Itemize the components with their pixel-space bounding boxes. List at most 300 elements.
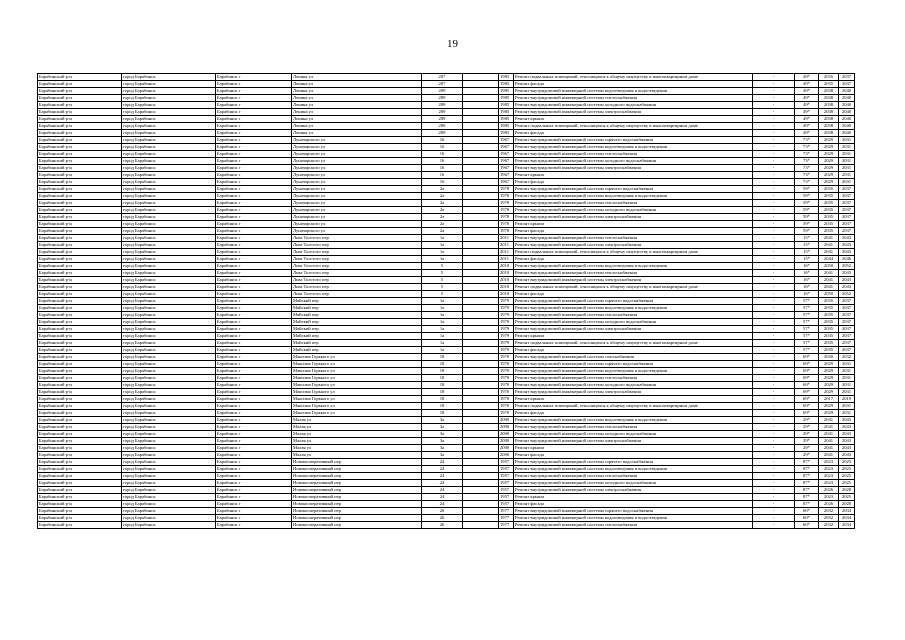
wear-cell: 87* <box>795 494 819 501</box>
build-year-cell: 1978 <box>499 200 514 207</box>
work-type-cell: Ремонт внутридомовой инженерной системы водоотведения и водоотведения <box>514 417 753 424</box>
building-cell <box>463 151 499 158</box>
work-type-cell: Ремонт крыши <box>514 221 753 228</box>
start-year-cell: 2032 <box>819 508 839 515</box>
settlement-cell: Барабинск г <box>216 375 292 382</box>
settlement-cell: Барабинск г <box>216 151 292 158</box>
work-type-cell: Ремонт внутридомовой инженерной системы холодного водоснабжения <box>514 431 753 438</box>
house-number-cell: 3а <box>422 438 463 445</box>
municipality-cell: город Барабинск <box>122 417 216 424</box>
street-cell: Луначарского ул <box>292 172 422 179</box>
build-year-cell: 1967 <box>499 151 514 158</box>
wear-cell: 60* <box>795 508 819 515</box>
start-year-cell: 2041 <box>819 249 839 256</box>
street-cell: Майский пер <box>292 298 422 305</box>
build-year-cell: 1979 <box>499 319 514 326</box>
end-year-cell: 2040 <box>839 116 855 123</box>
dash-cell: - <box>753 130 795 137</box>
start-year-cell: 2029 <box>819 165 839 172</box>
end-year-cell: 2037 <box>839 81 855 88</box>
street-cell: Новокооперативный пер <box>292 501 422 508</box>
building-cell <box>463 501 499 508</box>
settlement-cell: Барабинск г <box>216 130 292 137</box>
start-year-cell: 2029 <box>819 361 839 368</box>
build-year-cell: 2011 <box>499 235 514 242</box>
table-row <box>38 305 855 312</box>
settlement-cell: Барабинск г <box>216 221 292 228</box>
start-year-cell: 2023 <box>819 459 839 466</box>
building-cell <box>463 242 499 249</box>
work-type-cell: Ремонт крыши <box>514 116 753 123</box>
street-cell: Луначарского ул <box>292 186 422 193</box>
settlement-cell: Барабинск г <box>216 263 292 270</box>
wear-cell: 57* <box>795 340 819 347</box>
house-number-cell: 24 <box>422 480 463 487</box>
dash-cell: - <box>753 312 795 319</box>
street-cell: Луначарского ул <box>292 179 422 186</box>
municipality-cell: город Барабинск <box>122 298 216 305</box>
work-type-cell: Ремонт внутридомовой инженерной системы теплоснабжения <box>514 95 753 102</box>
work-type-cell: Ремонт фасада <box>514 347 753 354</box>
start-year-cell: 2050 <box>819 291 839 298</box>
settlement-cell: Барабинск г <box>216 95 292 102</box>
build-year-cell: 2000 <box>499 431 514 438</box>
end-year-cell: 2037 <box>839 214 855 221</box>
start-year-cell: 2029 <box>819 403 839 410</box>
street-cell: Новокооперативный пер <box>292 473 422 480</box>
building-cell <box>463 459 499 466</box>
wear-cell: 29* <box>795 417 819 424</box>
wear-cell: 69* <box>795 396 819 403</box>
start-year-cell: 2023 <box>819 480 839 487</box>
end-year-cell: 2043 <box>839 284 855 291</box>
start-year-cell: 2023 <box>819 466 839 473</box>
end-year-cell: 2040 <box>839 130 855 137</box>
wear-cell: 49* <box>795 130 819 137</box>
work-type-cell: Ремонт фасада <box>514 228 753 235</box>
start-year-cell: 2030 <box>819 354 839 361</box>
start-year-cell: 2041 <box>819 242 839 249</box>
settlement-cell: Барабинск г <box>216 417 292 424</box>
wear-cell: 16* <box>795 277 819 284</box>
work-type-cell: Ремонт внутридомовой инженерной системы теплоснабжения <box>514 424 753 431</box>
area-cell: Барабинский р-н <box>38 326 122 333</box>
wear-cell: 87* <box>795 466 819 473</box>
work-type-cell: Ремонт внутридомовой инженерной системы водоотведения и водоотведения <box>514 263 753 270</box>
building-cell <box>463 137 499 144</box>
start-year-cell: 2050 <box>819 263 839 270</box>
wear-cell: 49* <box>795 88 819 95</box>
build-year-cell: 1977 <box>499 515 514 522</box>
municipality-cell: город Барабинск <box>122 214 216 221</box>
table-row <box>38 382 855 389</box>
build-year-cell: 1957 <box>499 466 514 473</box>
area-cell: Барабинский р-н <box>38 242 122 249</box>
wear-cell: 49* <box>795 95 819 102</box>
start-year-cell: 2044 <box>819 256 839 263</box>
building-cell <box>463 88 499 95</box>
wear-cell: 69* <box>795 410 819 417</box>
end-year-cell: 2043 <box>839 445 855 452</box>
street-cell: Новокооперативный пер <box>292 508 422 515</box>
area-cell: Барабинский р-н <box>38 214 122 221</box>
build-year-cell: 1967 <box>499 158 514 165</box>
end-year-cell: 2037 <box>839 305 855 312</box>
start-year-cell: 2038 <box>819 130 839 137</box>
work-type-cell: Ремонт подвальных помещений, относящихся к общему имуществу в многоквартирном доме <box>514 403 753 410</box>
street-cell: Ленина ул <box>292 81 422 88</box>
municipality-cell: город Барабинск <box>122 494 216 501</box>
work-type-cell: Ремонт внутридомовой инженерной системы электроснабжения <box>514 326 753 333</box>
build-year-cell: 2000 <box>499 424 514 431</box>
street-cell: Новокооперативный пер <box>292 522 422 529</box>
end-year-cell: 2043 <box>839 424 855 431</box>
municipality-cell: город Барабинск <box>122 249 216 256</box>
street-cell: Новокооперативный пер <box>292 459 422 466</box>
end-year-cell: 2037 <box>839 200 855 207</box>
building-cell <box>463 354 499 361</box>
area-cell: Барабинский р-н <box>38 361 122 368</box>
build-year-cell: 1957 <box>499 501 514 508</box>
repair-schedule-table <box>37 73 855 529</box>
table-row <box>38 242 855 249</box>
end-year-cell: 2037 <box>839 221 855 228</box>
end-year-cell: 2043 <box>839 249 855 256</box>
end-year-cell: 2034 <box>839 522 855 529</box>
settlement-cell: Барабинск г <box>216 158 292 165</box>
end-year-cell: 2040 <box>839 88 855 95</box>
wear-cell: 59* <box>795 207 819 214</box>
street-cell: Малая ул <box>292 417 422 424</box>
street-cell: Майский пер <box>292 333 422 340</box>
wear-cell: 29* <box>795 424 819 431</box>
dash-cell: - <box>753 221 795 228</box>
settlement-cell: Барабинск г <box>216 452 292 459</box>
wear-cell: 69* <box>795 382 819 389</box>
area-cell: Барабинский р-н <box>38 312 122 319</box>
settlement-cell: Барабинск г <box>216 361 292 368</box>
building-cell <box>463 123 499 130</box>
building-cell <box>463 74 499 81</box>
dash-cell: - <box>753 270 795 277</box>
dash-cell: - <box>753 445 795 452</box>
settlement-cell: Барабинск г <box>216 494 292 501</box>
building-cell <box>463 179 499 186</box>
table-row <box>38 312 855 319</box>
start-year-cell: 2035 <box>819 193 839 200</box>
street-cell: Луначарского ул <box>292 228 422 235</box>
work-type-cell: Ремонт подвальных помещений, относящихся к общему имуществу в многоквартирном доме <box>514 340 753 347</box>
table-row <box>38 193 855 200</box>
start-year-cell: 2035 <box>819 347 839 354</box>
work-type-cell: Ремонт фасада <box>514 256 753 263</box>
settlement-cell: Барабинск г <box>216 81 292 88</box>
build-year-cell: 1978 <box>499 207 514 214</box>
building-cell <box>463 417 499 424</box>
table-row <box>38 487 855 494</box>
wear-cell: 87* <box>795 487 819 494</box>
build-year-cell: 1970 <box>499 375 514 382</box>
municipality-cell: город Барабинск <box>122 508 216 515</box>
area-cell: Барабинский р-н <box>38 375 122 382</box>
work-type-cell: Ремонт фасада <box>514 410 753 417</box>
table-row <box>38 333 855 340</box>
building-cell <box>463 473 499 480</box>
building-cell <box>463 480 499 487</box>
build-year-cell: 2000 <box>499 452 514 459</box>
building-cell <box>463 277 499 284</box>
build-year-cell: 1979 <box>499 340 514 347</box>
table-row <box>38 81 855 88</box>
end-year-cell: 2043 <box>839 235 855 242</box>
building-cell <box>463 445 499 452</box>
end-year-cell: 2025 <box>839 473 855 480</box>
building-cell <box>463 368 499 375</box>
street-cell: Максима Горького ул <box>292 382 422 389</box>
street-cell: Майский пер <box>292 347 422 354</box>
build-year-cell: 2011 <box>499 242 514 249</box>
wear-cell: 59* <box>795 200 819 207</box>
table-row <box>38 508 855 515</box>
settlement-cell: Барабинск г <box>216 88 292 95</box>
table-row <box>38 501 855 508</box>
start-year-cell: 2035 <box>819 312 839 319</box>
street-cell: Льва Толстого пер <box>292 242 422 249</box>
work-type-cell: Ремонт подвальных помещений, относящихся к общему имуществу в многоквартирном доме <box>514 284 753 291</box>
table-row <box>38 452 855 459</box>
end-year-cell: 2040 <box>839 102 855 109</box>
municipality-cell: город Барабинск <box>122 109 216 116</box>
wear-cell: 59* <box>795 193 819 200</box>
settlement-cell: Барабинск г <box>216 431 292 438</box>
build-year-cell: 2011 <box>499 256 514 263</box>
area-cell: Барабинский р-н <box>38 123 122 130</box>
build-year-cell: 1967 <box>499 179 514 186</box>
settlement-cell: Барабинск г <box>216 228 292 235</box>
dash-cell: - <box>753 522 795 529</box>
municipality-cell: город Барабинск <box>122 459 216 466</box>
end-year-cell: 2037 <box>839 193 855 200</box>
street-cell: Льва Толстого пер <box>292 270 422 277</box>
house-number-cell: 1а <box>422 249 463 256</box>
building-cell <box>463 319 499 326</box>
house-number-cell: 26 <box>422 522 463 529</box>
settlement-cell: Барабинск г <box>216 424 292 431</box>
start-year-cell: 2038 <box>819 95 839 102</box>
work-type-cell: Ремонт крыши <box>514 494 753 501</box>
table-row <box>38 389 855 396</box>
building-cell <box>463 235 499 242</box>
wear-cell: 60* <box>795 515 819 522</box>
dash-cell: - <box>753 515 795 522</box>
municipality-cell: город Барабинск <box>122 116 216 123</box>
building-cell <box>463 522 499 529</box>
end-year-cell: 2037 <box>839 347 855 354</box>
start-year-cell: 2041 <box>819 452 839 459</box>
build-year-cell: 1978 <box>499 221 514 228</box>
building-cell <box>463 298 499 305</box>
building-cell <box>463 515 499 522</box>
area-cell: Барабинский р-н <box>38 403 122 410</box>
area-cell: Барабинский р-н <box>38 522 122 529</box>
house-number-cell: 2а <box>422 207 463 214</box>
table-row <box>38 263 855 270</box>
work-type-cell: Ремонт внутридомовой инженерной системы водоотведения и водоотведения <box>514 515 753 522</box>
settlement-cell: Барабинск г <box>216 382 292 389</box>
building-cell <box>463 340 499 347</box>
build-year-cell: 1978 <box>499 186 514 193</box>
area-cell: Барабинский р-н <box>38 445 122 452</box>
work-type-cell: Ремонт фасада <box>514 130 753 137</box>
build-year-cell: 1970 <box>499 361 514 368</box>
street-cell: Луначарского ул <box>292 193 422 200</box>
settlement-cell: Барабинск г <box>216 144 292 151</box>
house-number-cell: 24 <box>422 501 463 508</box>
building-cell <box>463 228 499 235</box>
start-year-cell: 2035 <box>819 305 839 312</box>
area-cell: Барабинский р-н <box>38 347 122 354</box>
table-row <box>38 403 855 410</box>
dash-cell: - <box>753 109 795 116</box>
settlement-cell: Барабинск г <box>216 459 292 466</box>
wear-cell: 57* <box>795 347 819 354</box>
house-number-cell: 1а <box>422 319 463 326</box>
building-cell <box>463 305 499 312</box>
area-cell: Барабинский р-н <box>38 389 122 396</box>
house-number-cell: 3а <box>422 452 463 459</box>
settlement-cell: Барабинск г <box>216 172 292 179</box>
house-number-cell: 5 <box>422 291 463 298</box>
end-year-cell: 2025 <box>839 494 855 501</box>
table-row <box>38 417 855 424</box>
wear-cell: 69* <box>795 375 819 382</box>
house-number-cell: 289 <box>422 102 463 109</box>
house-number-cell: 16 <box>422 137 463 144</box>
build-year-cell: 1970 <box>499 368 514 375</box>
municipality-cell: город Барабинск <box>122 515 216 522</box>
building-cell <box>463 438 499 445</box>
end-year-cell: 2031 <box>839 137 855 144</box>
table-row <box>38 277 855 284</box>
settlement-cell: Барабинск г <box>216 207 292 214</box>
dash-cell: - <box>753 151 795 158</box>
table-row <box>38 144 855 151</box>
area-cell: Барабинский р-н <box>38 305 122 312</box>
table-row <box>38 291 855 298</box>
settlement-cell: Барабинск г <box>216 501 292 508</box>
street-cell: Льва Толстого пер <box>292 263 422 270</box>
wear-cell: 15* <box>795 256 819 263</box>
dash-cell: - <box>753 116 795 123</box>
wear-cell: 16* <box>795 263 819 270</box>
end-year-cell: 2037 <box>839 74 855 81</box>
municipality-cell: город Барабинск <box>122 487 216 494</box>
settlement-cell: Барабинск г <box>216 137 292 144</box>
building-cell <box>463 158 499 165</box>
dash-cell: - <box>753 375 795 382</box>
work-type-cell: Ремонт фасада <box>514 179 753 186</box>
area-cell: Барабинский р-н <box>38 466 122 473</box>
dash-cell: - <box>753 235 795 242</box>
settlement-cell: Барабинск г <box>216 368 292 375</box>
municipality-cell: город Барабинск <box>122 221 216 228</box>
build-year-cell: 1979 <box>499 326 514 333</box>
build-year-cell: 1985 <box>499 116 514 123</box>
build-year-cell: 1967 <box>499 137 514 144</box>
area-cell: Барабинский р-н <box>38 137 122 144</box>
dash-cell: - <box>753 487 795 494</box>
house-number-cell: 24 <box>422 473 463 480</box>
municipality-cell: город Барабинск <box>122 368 216 375</box>
house-number-cell: 16 <box>422 172 463 179</box>
settlement-cell: Барабинск г <box>216 74 292 81</box>
wear-cell: 49* <box>795 81 819 88</box>
dash-cell: - <box>753 459 795 466</box>
street-cell: Ленина ул <box>292 102 422 109</box>
settlement-cell: Барабинск г <box>216 410 292 417</box>
settlement-cell: Барабинск г <box>216 508 292 515</box>
house-number-cell: 3а <box>422 445 463 452</box>
street-cell: Ленина ул <box>292 109 422 116</box>
start-year-cell: 2035 <box>819 228 839 235</box>
street-cell: Майский пер <box>292 326 422 333</box>
wear-cell: 29* <box>795 452 819 459</box>
build-year-cell: 2010 <box>499 284 514 291</box>
build-year-cell: 1985 <box>499 81 514 88</box>
wear-cell: 59* <box>795 214 819 221</box>
area-cell: Барабинский р-н <box>38 95 122 102</box>
street-cell: Луначарского ул <box>292 137 422 144</box>
area-cell: Барабинский р-н <box>38 298 122 305</box>
house-number-cell: 5 <box>422 270 463 277</box>
table-row <box>38 74 855 81</box>
municipality-cell: город Барабинск <box>122 207 216 214</box>
end-year-cell: 2031 <box>839 361 855 368</box>
street-cell: Майский пер <box>292 319 422 326</box>
settlement-cell: Барабинск г <box>216 438 292 445</box>
street-cell: Малая ул <box>292 431 422 438</box>
house-number-cell: 18 <box>422 403 463 410</box>
area-cell: Барабинский р-н <box>38 284 122 291</box>
start-year-cell: 2041 <box>819 424 839 431</box>
build-year-cell: 1970 <box>499 403 514 410</box>
start-year-cell: 2029 <box>819 137 839 144</box>
start-year-cell: 2035 <box>819 207 839 214</box>
street-cell: Луначарского ул <box>292 158 422 165</box>
work-type-cell: Ремонт внутридомовой инженерной системы электроснабжения <box>514 277 753 284</box>
dash-cell: - <box>753 291 795 298</box>
end-year-cell: 2043 <box>839 277 855 284</box>
table-row <box>38 95 855 102</box>
dash-cell: - <box>753 284 795 291</box>
municipality-cell: город Барабинск <box>122 88 216 95</box>
wear-cell: 29* <box>795 445 819 452</box>
area-cell: Барабинский р-н <box>38 179 122 186</box>
building-cell <box>463 424 499 431</box>
build-year-cell: 2000 <box>499 445 514 452</box>
table-row <box>38 256 855 263</box>
area-cell: Барабинский р-н <box>38 410 122 417</box>
house-number-cell: 24 <box>422 494 463 501</box>
dash-cell: - <box>753 179 795 186</box>
street-cell: Льва Толстого пер <box>292 284 422 291</box>
wear-cell: 16* <box>795 291 819 298</box>
end-year-cell: 2031 <box>839 382 855 389</box>
street-cell: Новокооперативный пер <box>292 515 422 522</box>
wear-cell: 57* <box>795 305 819 312</box>
work-type-cell: Ремонт внутридомовой инженерной системы горячего водоснабжения <box>514 361 753 368</box>
end-year-cell: 2052 <box>839 263 855 270</box>
